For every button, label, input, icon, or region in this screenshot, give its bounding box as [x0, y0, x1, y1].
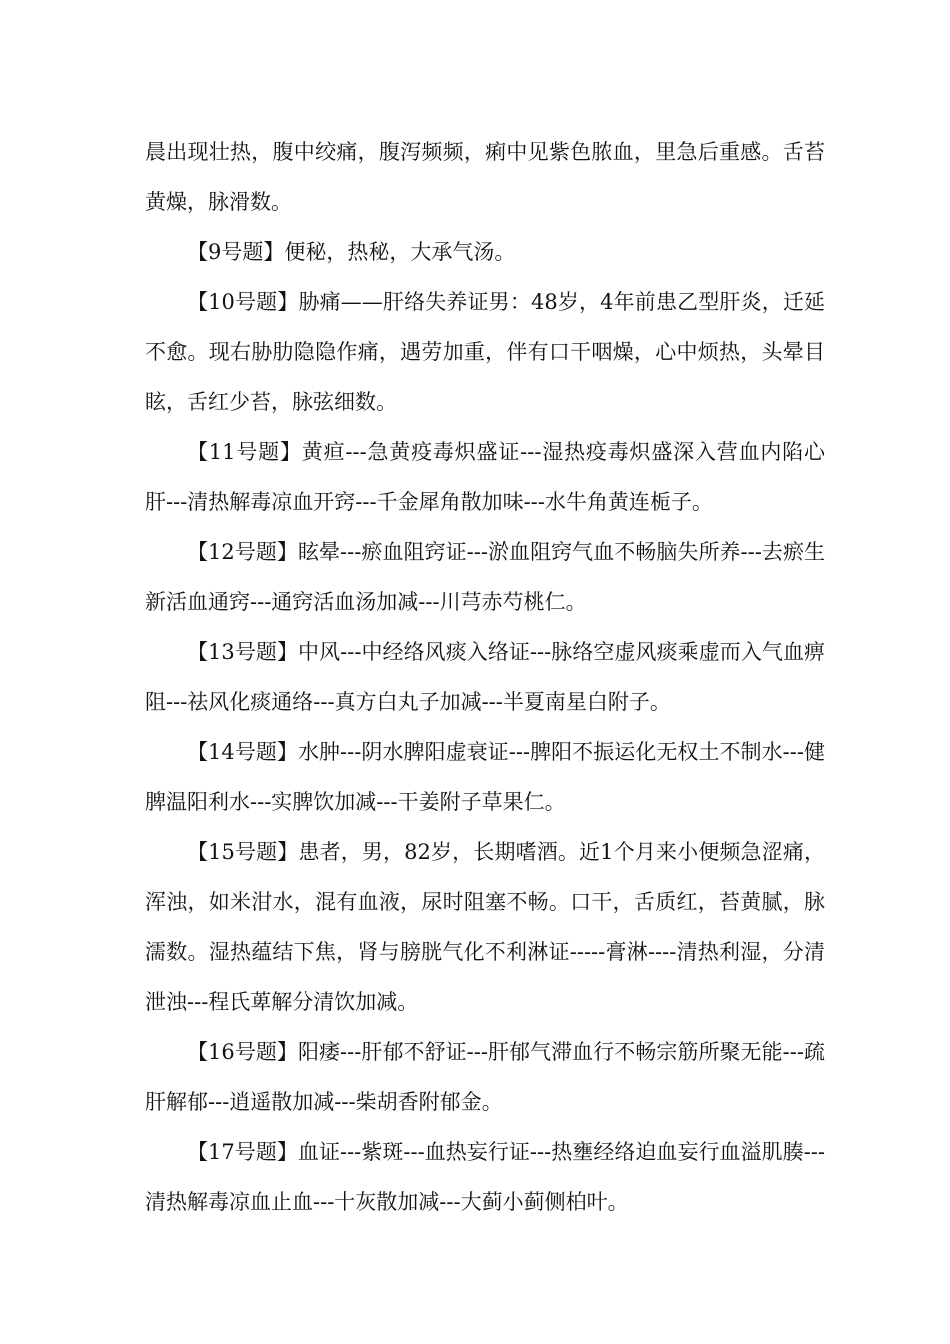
paragraph-question-16: 【16号题】阳痿---肝郁不舒证---肝郁气滞血行不畅宗筋所聚无能---疏肝解郁---逍遥散加减---柴胡香附郁金。 — [145, 1040, 825, 1114]
document-body — [145, 127, 825, 1227]
paragraph-question-12: 【12号题】眩晕---瘀血阻窍证---淤血阻窍气血不畅脑失所养---去瘀生新活血通窍---通窍活血汤加减---川芎赤芍桃仁。 — [145, 540, 825, 614]
paragraph-continued: 晨出现壮热，腹中绞痛，腹泻频频，痢中见紫色脓血，里急后重感。舌苔黄燥，脉滑数。 — [145, 140, 825, 214]
paragraph-question-10: 【10号题】胁痛——肝络失养证男：48岁，4年前患乙型肝炎，迁延不愈。现右胁肋隐隐作痛，遇劳加重，伴有口干咽燥，心中烦热，头晕目眩，舌红少苔，脉弦细数。 — [145, 290, 825, 414]
paragraph-question-15: 【15号题】患者，男，82岁，长期嗜酒。近1个月来小便频急涩痛，浑浊，如米泔水，混有血液，尿时阻塞不畅。口干，舌质红，苔黄腻，脉濡数。湿热蕴结下焦，肾与膀胱气化不利淋证-----膏淋----清热利湿，分清泄浊---程氏萆解分清饮加减。 — [145, 840, 825, 1014]
paragraph-question-11: 【11号题】黄疸---急黄疫毒炽盛证---湿热疫毒炽盛深入营血内陷心肝---清热解毒凉血开窍---千金犀角散加味---水牛角黄连栀子。 — [145, 440, 825, 514]
paragraph-question-17: 【17号题】血证---紫斑---血热妄行证---热壅经络迫血妄行血溢肌腠---清热解毒凉血止血---十灰散加减---大蓟小蓟侧柏叶。 — [145, 1140, 825, 1214]
paragraph-question-9: 【9号题】便秘，热秘，大承气汤。 — [187, 240, 516, 264]
paragraph-question-14: 【14号题】水肿---阴水脾阳虚衰证---脾阳不振运化无权土不制水---健脾温阳利水---实脾饮加减---干姜附子草果仁。 — [145, 740, 825, 814]
paragraph-question-13: 【13号题】中风---中经络风痰入络证---脉络空虚风痰乘虚而入气血痹阻---祛风化痰通络---真方白丸子加减---半夏南星白附子。 — [145, 640, 825, 714]
